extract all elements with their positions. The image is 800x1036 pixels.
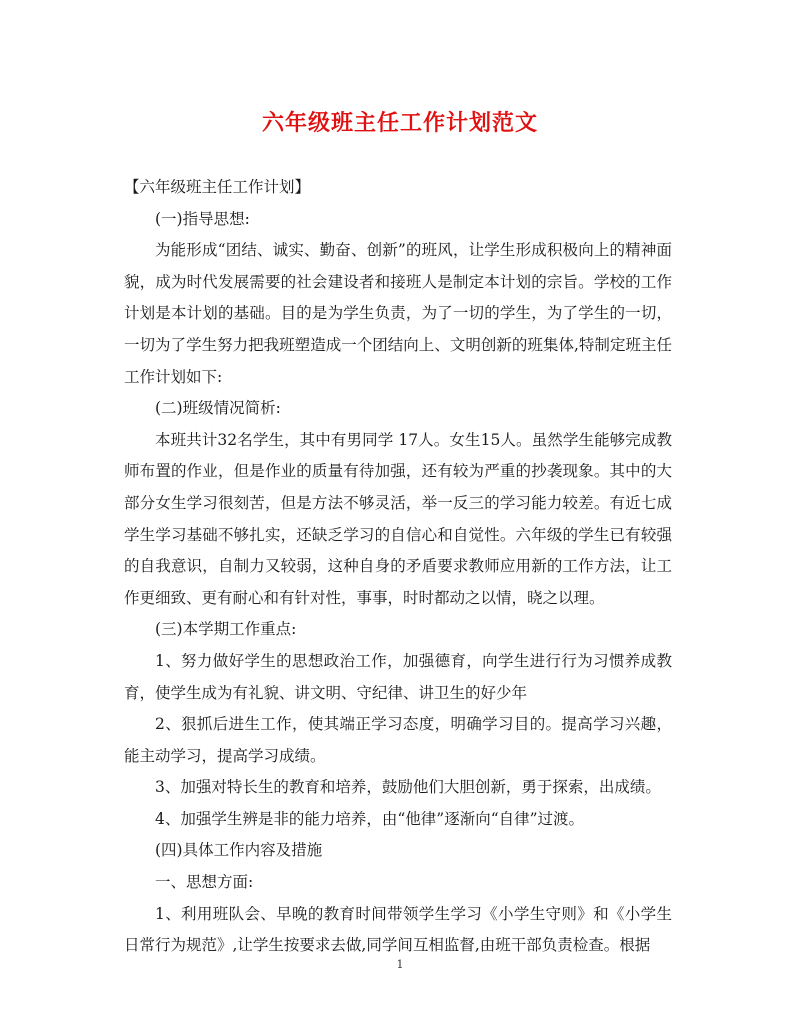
heading-guiding-thought: (一)指导思想:	[155, 209, 250, 228]
document-body	[124, 172, 672, 962]
paragraph-class-situation: 本班共计32名学生，其中有男同学 17人。女生15人。虽然学生能够完成教师布置的作业，但是作业的质量有待加强，还有较为严重的抄袭现象。其中的大部分女生学习很刻苦，但是方法不够灵活，举一反三的学习能力较差。有近七成学生学习基础不够扎实，还缺乏学习的自信心和自觉性。六年级的学生已有较强的自我意识，自制力又较弱，这种自身的矛盾要求教师应用新的工作方法，让工作更细致、更有耐心和有针对性，事事，时时都动之以情，晓之以理。	[124, 430, 672, 607]
list-item-focus-1: 1、努力做好学生的思想政治工作，加强德育，向学生进行行为习惯养成教育，使学生成为有礼貌、讲文明、守纪律、讲卫生的好少年	[124, 651, 672, 702]
heading-work-measures: (四)具体工作内容及措施	[155, 841, 323, 860]
heading-class-situation: (二)班级情况简析:	[155, 399, 281, 418]
list-item-ideology-1: 1、利用班队会、早晚的教育时间带领学生学习《小学生守则》和《小学生日常行为规范》,让学生按要求去做,同学间互相监督,由班干部负责检查。根据	[124, 904, 672, 955]
list-item-focus-2: 2、狠抓后进生工作，使其端正学习态度，明确学习目的。提高学习兴趣，能主动学习，提高学习成绩。	[124, 715, 672, 765]
paragraph-guiding-thought: 为能形成“团结、诚实、勤奋、创新”的班风，让学生形成积极向上的精神面貌，成为时代发展需要的社会建设者和接班人是制定本计划的宗旨。学校的工作计划是本计划的基础。目的是为学生负责，为了一切的学生，为了学生的一切，一切为了学生努力把我班塑造成一个团结向上、文明创新的班集体,特制定班主任工作计划如下:	[124, 241, 672, 386]
heading-work-focus: (三)本学期工作重点:	[155, 620, 297, 639]
heading-ideology: 一、思想方面:	[155, 873, 254, 892]
document-title: 六年级班主任工作计划范文	[261, 110, 538, 136]
list-item-focus-4: 4、加强学生辨是非的能力培养，由“他律”逐渐向“自律”过渡。	[155, 809, 585, 828]
list-item-focus-3: 3、加强对特长生的教育和培养，鼓励他们大胆创新，勇于探索，出成绩。	[155, 778, 661, 797]
section-heading-plan: 【六年级班主任工作计划】	[124, 178, 311, 196]
page-number: 1	[396, 958, 404, 971]
